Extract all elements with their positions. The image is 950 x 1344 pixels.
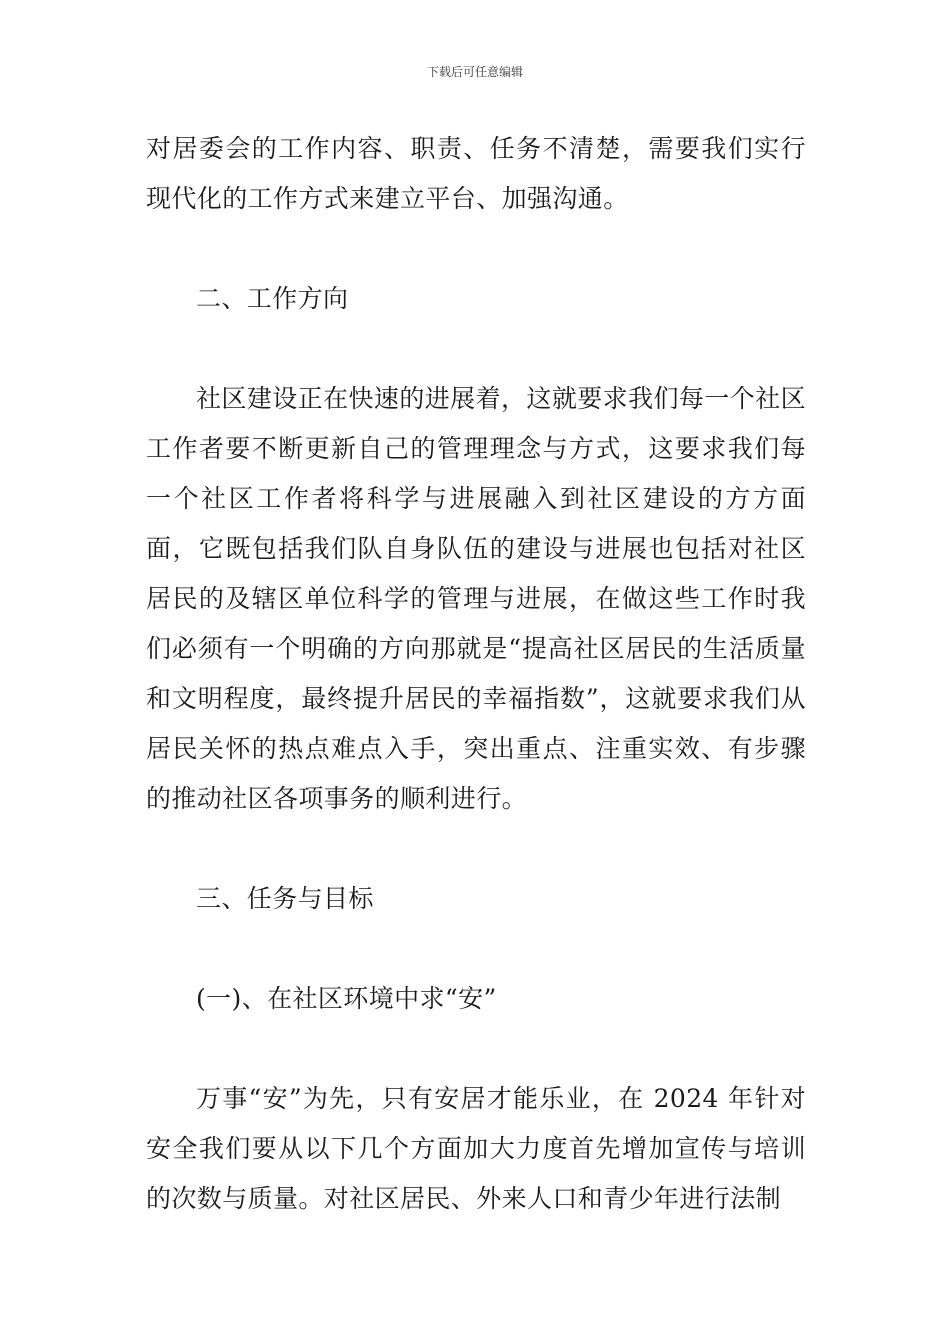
document-body — [146, 124, 806, 1224]
paragraph-gap — [146, 224, 806, 274]
paragraph-gap — [146, 924, 806, 974]
paragraph-gap — [146, 1024, 806, 1074]
subsection-heading-safety: (一)、在社区环境中求“安” — [196, 984, 497, 1013]
paragraph-safety: 万事“安”为先，只有安居才能乐业，在 2024 年针对安全我们要从以下几个方面加大力度首先增加宣传与培训的次数与质量。对社区居民、外来人口和青少年进行法制 — [146, 1084, 806, 1213]
paragraph-continuation: 对居委会的工作内容、职责、任务不清楚，需要我们实行现代化的工作方式来建立平台、加强沟通。 — [146, 134, 806, 213]
section-heading-work-direction: 二、工作方向 — [196, 284, 349, 313]
paragraph-gap — [146, 824, 806, 874]
paragraph-work-direction: 社区建设正在快速的进展着，这就要求我们每一个社区工作者要不断更新自己的管理理念与方式，这要求我们每一个社区工作者将科学与进展融入到社区建设的方方面面，它既包括我们队自身队伍的建设与进展也包括对社区居民的及辖区单位科学的管理与进展，在做这些工作时我们必须有一个明确的方向那就是“提高社区居民的生活质量和文明程度，最终提升居民的幸福指数”，这就要求我们从居民关怀的热点难点入手，突出重点、注重实效、有步骤的推动社区各项事务的顺利进行。 — [146, 384, 806, 813]
section-heading-tasks-goals: 三、任务与目标 — [196, 884, 374, 913]
paragraph-gap — [146, 324, 806, 374]
header-note: 下载后可任意编辑 — [426, 65, 523, 79]
